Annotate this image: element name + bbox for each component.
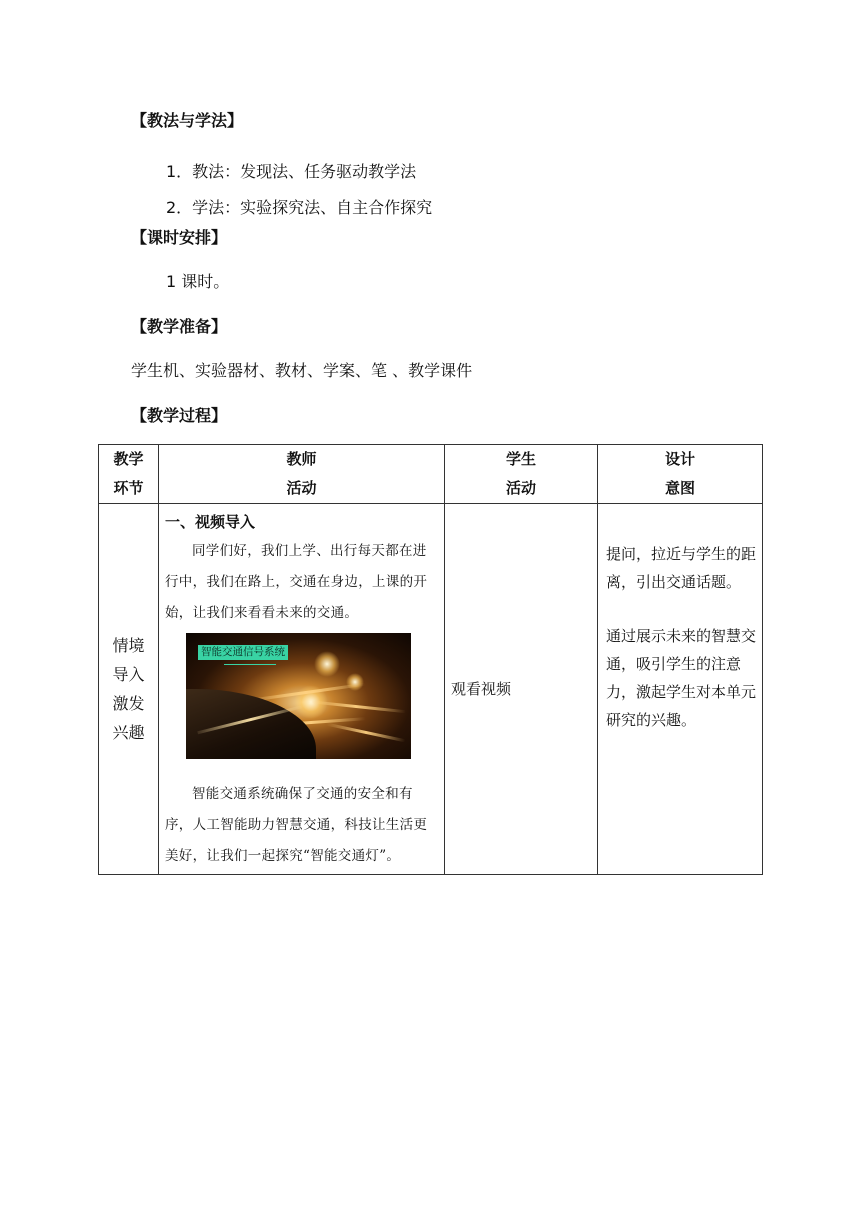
stage-cell: 情境 导入 激发 兴趣: [99, 504, 159, 875]
table-row: [99, 504, 763, 875]
header-teacher-activity: 教师 活动: [159, 445, 445, 504]
caption-underline: [224, 664, 276, 665]
video-caption: 智能交通信号系统: [198, 645, 288, 660]
prep-text: 学生机、实验器材、教材、学案、笔 、教学课件: [131, 361, 473, 380]
student-activity-cell: [445, 504, 598, 875]
teaching-method-item: 1．教法：发现法、任务驱动教学法: [166, 162, 417, 181]
teacher-activity-title: 一、视频导入: [165, 513, 256, 531]
street-light: [346, 673, 364, 691]
video-thumbnail[interactable]: [186, 633, 411, 759]
street-light: [314, 651, 340, 677]
light-streak: [327, 723, 406, 743]
header-student-activity: 学生 活动: [445, 445, 598, 504]
schedule-heading: 【课时安排】: [131, 228, 228, 247]
teacher-intro-paragraph: 同学们好，我们上学、出行每天都在进行中，我们在路上，交通在身边，上课的开始，让我们来看看未来的交通。: [165, 543, 428, 621]
prep-heading: 【教学准备】: [131, 317, 228, 336]
design-intent-cell: [598, 504, 763, 875]
design-intent-paragraph: 通过展示未来的智慧交通，吸引学生的注意力，激起学生对本单元研究的兴趣。: [606, 627, 757, 729]
learning-method-item: 2．学法：实验探究法、自主合作探究: [166, 198, 433, 217]
design-intent-paragraph: 提问，拉近与学生的距离，引出交通话题。: [606, 545, 757, 591]
teacher-closing-paragraph: 智能交通系统确保了交通的安全和有序，人工智能助力智慧交通，科技让生活更美好，让我们一起探究“智能交通灯”。: [165, 786, 428, 864]
teacher-activity-cell: [159, 504, 445, 875]
student-activity-text: 观看视频: [451, 680, 512, 698]
header-stage: 教学 环节: [99, 445, 159, 504]
table-header-row: [99, 445, 763, 504]
process-heading: 【教学过程】: [131, 406, 228, 425]
header-design-intent: 设计 意图: [598, 445, 763, 504]
schedule-text: 1 课时。: [166, 272, 230, 291]
teaching-process-table: [98, 444, 763, 875]
methods-heading: 【教法与学法】: [131, 111, 244, 130]
